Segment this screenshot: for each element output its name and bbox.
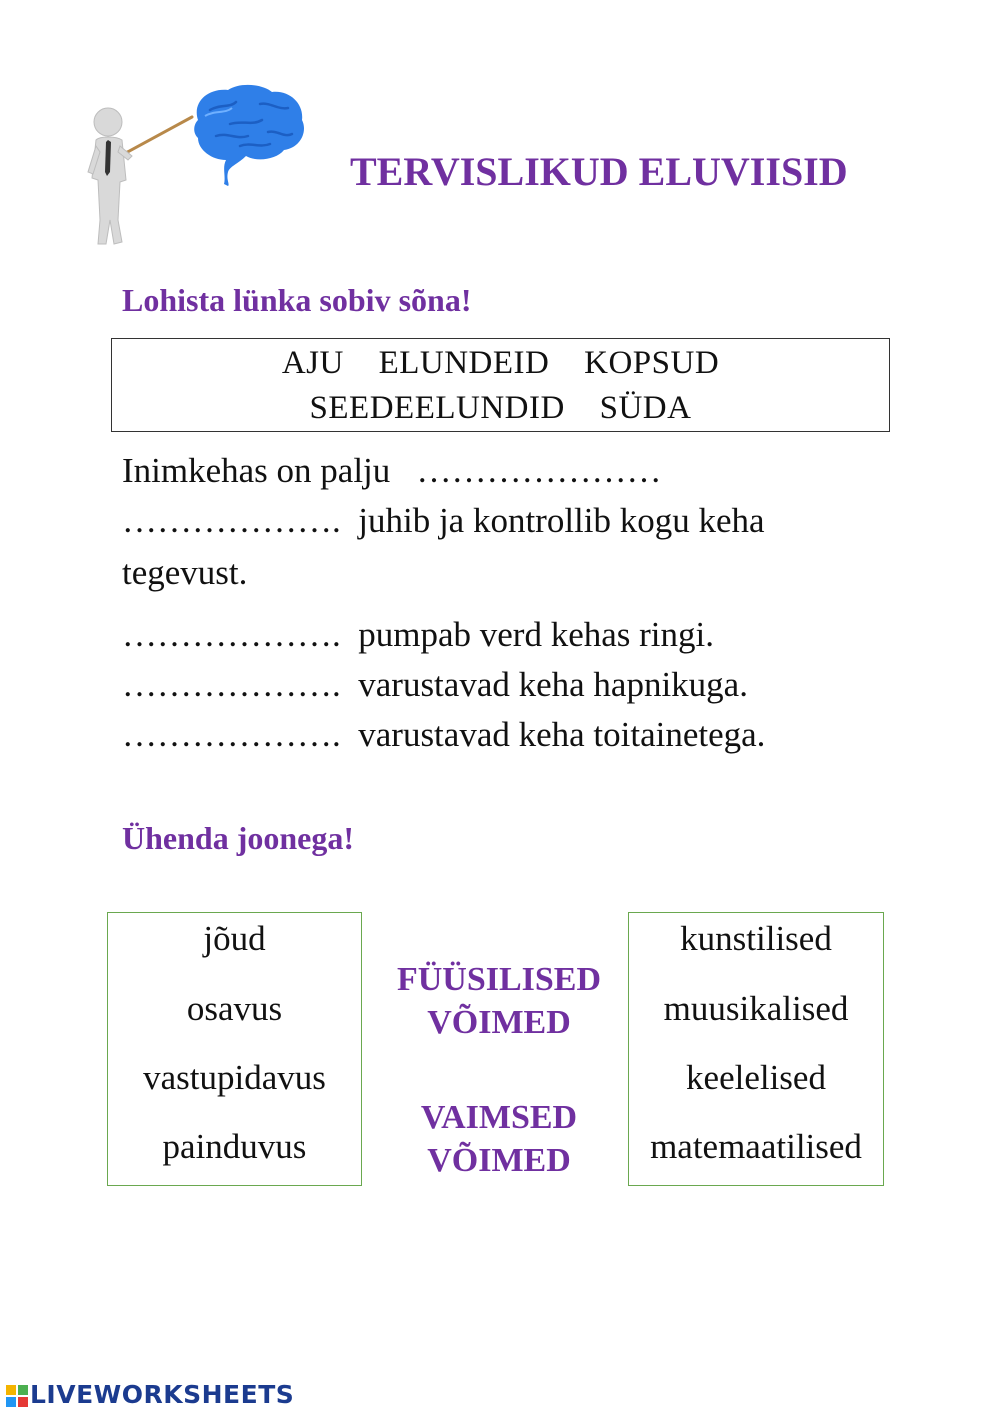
page-title: TERVISLIKUD ELUVIISID: [350, 149, 848, 194]
right-items-box: [628, 912, 884, 1186]
sentence-2-continuation: tegevust.: [122, 553, 248, 592]
blank-drop-zone[interactable]: ……………….: [122, 501, 341, 540]
sentence-2: [122, 496, 765, 546]
word-suda[interactable]: SÜDA: [599, 390, 692, 426]
word-seedeelundid[interactable]: SEEDEELUNDID: [309, 390, 565, 426]
section1-heading: Lohista lünka sobiv sõna!: [122, 282, 472, 318]
section2-heading: Ühenda joonega!: [122, 820, 355, 856]
match-item-right[interactable]: muusikalised: [663, 989, 849, 1028]
sentence-1: [122, 446, 662, 496]
blank-drop-zone[interactable]: ……………….: [122, 665, 341, 704]
sentence-5: [122, 710, 765, 760]
category-line: VAIMSED: [420, 1099, 578, 1136]
left-items-box: [107, 912, 362, 1186]
category-mental[interactable]: [380, 1096, 618, 1182]
category-line: VÕIMED: [427, 1142, 571, 1179]
sentence-text: varustavad keha toitainetega.: [358, 715, 766, 754]
sentence-3: [122, 610, 714, 660]
category-physical[interactable]: [380, 958, 618, 1044]
match-item-left[interactable]: jõud: [203, 919, 266, 958]
match-item-right[interactable]: matemaatilised: [650, 1127, 862, 1166]
blank-drop-zone[interactable]: ……………….: [122, 715, 341, 754]
match-item-left[interactable]: osavus: [186, 989, 283, 1028]
sentence-text: juhib ja kontrollib kogu keha: [358, 501, 765, 540]
footer-brand: [6, 1380, 294, 1409]
sentence-text: varustavad keha hapnikuga.: [358, 665, 748, 704]
word-bank-row: [112, 386, 889, 431]
word-elundeid[interactable]: ELUNDEID: [378, 345, 550, 381]
word-bank-row: [112, 341, 889, 386]
blank-drop-zone[interactable]: ……………….: [122, 615, 341, 654]
presenter-with-brain-icon: [80, 80, 320, 260]
sentence-text: Inimkehas on palju: [122, 451, 391, 490]
word-bank: [111, 338, 890, 432]
footer-brand-text: LIVEWORKSHEETS: [30, 1380, 295, 1409]
blank-drop-zone[interactable]: …………………: [416, 451, 662, 490]
liveworksheets-logo-icon: [6, 1385, 28, 1407]
sentence-text: pumpab verd kehas ringi.: [358, 615, 714, 654]
category-line: VÕIMED: [427, 1004, 571, 1041]
word-kopsud[interactable]: KOPSUD: [584, 345, 720, 381]
match-item-right[interactable]: keelelised: [686, 1058, 826, 1097]
match-item-left[interactable]: vastupidavus: [143, 1058, 326, 1097]
match-item-right[interactable]: kunstilised: [680, 919, 832, 958]
match-item-left[interactable]: painduvus: [162, 1127, 307, 1166]
category-line: FÜÜSILISED: [396, 961, 602, 998]
sentence-4: [122, 660, 748, 710]
word-aju[interactable]: AJU: [281, 345, 344, 381]
